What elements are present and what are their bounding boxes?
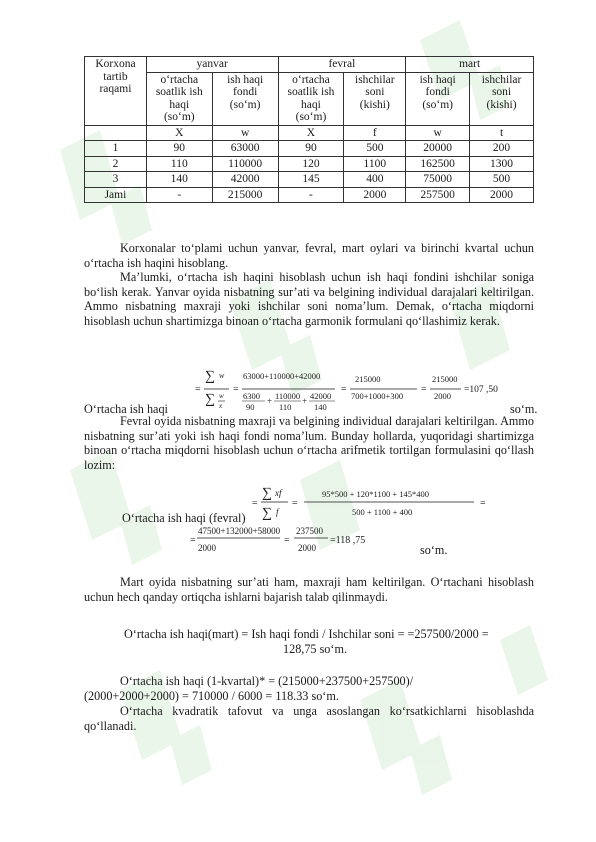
- table-cell: 1100: [344, 156, 406, 172]
- table-cell: t: [470, 125, 534, 141]
- formula-mart-line2: 128,75 so‘m.: [283, 642, 347, 656]
- svg-text:x: x: [219, 402, 223, 410]
- table-cell: w: [406, 125, 470, 141]
- svg-text:2000: 2000: [434, 391, 451, 401]
- table-cell: -: [146, 187, 212, 203]
- header-fevral: fevral: [278, 57, 406, 73]
- svg-text:2000: 2000: [198, 543, 216, 553]
- subheader-cell: ishchilar soni (kishi): [470, 72, 534, 125]
- svg-text:215000: 215000: [355, 374, 381, 384]
- svg-text:=: =: [195, 384, 201, 395]
- svg-text:=: =: [252, 498, 258, 509]
- formula-1-label: O‘rtacha ish haqi: [84, 402, 168, 416]
- svg-text:=118 ,75: =118 ,75: [330, 535, 366, 546]
- svg-text:∑: ∑: [262, 506, 272, 520]
- formula-weighted-mean: [252, 484, 492, 520]
- table-cell: 75000: [406, 172, 470, 188]
- paragraph-2: Ma’lumki, o‘rtacha ish haqini hisoblash uchun ish haqi fondini ishchilar soniga bo‘lish kerak. Yanvar oyida nisbatning sur’ati va belgining individual darajalari keltirilgan. Ammo nisbatning maxraji yoki ishchilar soni noma’lum. Demak, o‘rtacha miqdorni hisoblash uchun shartimizga binoan o‘rtacha garmonik formulani qo‘llashimiz kerak.: [84, 270, 534, 328]
- table-cell: 215000: [212, 187, 278, 203]
- svg-text:=: =: [190, 535, 196, 546]
- formula-2-unit: so‘m.: [420, 543, 448, 557]
- svg-text:63000+110000+42000: 63000+110000+42000: [243, 371, 321, 381]
- table-row-total: [85, 187, 534, 203]
- svg-text:6300: 6300: [243, 391, 260, 401]
- table-cell: 162500: [406, 156, 470, 172]
- paragraph-1: Korxonalar to‘plami uchun yanvar, fevral, mart oylari va birinchi kvartal uchun o‘rtacha ish haqini hisoblang.: [84, 241, 534, 270]
- svg-text:w: w: [219, 371, 225, 380]
- table-cell: 42000: [212, 172, 278, 188]
- paragraph-4: Mart oyida nisbatning sur’ati ham, maxraji ham keltirilgan. O‘rtachani hisoblash uchun hech qanday ortiqcha ishlarni bajarish talab qilinmaydi.: [84, 575, 534, 604]
- svg-text:=: =: [233, 384, 239, 395]
- subheader-cell: o‘rtacha soatlik ish haqi (so‘m): [146, 72, 212, 125]
- wage-table: [84, 56, 534, 203]
- table-row: [85, 156, 534, 172]
- table-cell: 110000: [212, 156, 278, 172]
- svg-text:90: 90: [246, 402, 255, 412]
- table-cell: 145: [278, 172, 344, 188]
- formula-2-label: O‘rtacha ish haqi (fevral): [122, 511, 246, 525]
- table-cell: 90: [146, 141, 212, 157]
- table-cell: 90: [278, 141, 344, 157]
- svg-text:2000: 2000: [298, 543, 316, 553]
- svg-text:=107 ,50: =107 ,50: [464, 385, 498, 395]
- table-cell: Jami: [85, 187, 147, 203]
- svg-text:110000: 110000: [275, 391, 301, 401]
- table-cell: f: [344, 125, 406, 141]
- svg-text:95*500 + 120*1100 + 145*400: 95*500 + 120*1100 + 145*400: [322, 489, 430, 499]
- svg-text:700+1000+300: 700+1000+300: [351, 391, 404, 401]
- svg-text:237500: 237500: [296, 526, 323, 536]
- svg-text:=: =: [480, 498, 486, 509]
- formula-mart-line1: O‘rtacha ish haqi(mart) = Ish haqi fondi / Ishchilar soni = =257500/2000 =: [124, 627, 489, 641]
- table-cell: w: [212, 125, 278, 141]
- subheader-cell: ishchilar soni (kishi): [344, 72, 406, 125]
- svg-text:=: =: [421, 384, 427, 395]
- svg-text:∑: ∑: [205, 369, 215, 384]
- table-cell: 1: [85, 141, 147, 157]
- svg-text:∑: ∑: [262, 486, 272, 501]
- paragraph-7: O‘rtacha kvadratik tafovut va unga asoslangan ko‘rsatkichlarni hisoblashda qo‘llanadi.: [84, 704, 534, 733]
- table-cell: -: [278, 187, 344, 203]
- svg-text:500 + 1100 + 400: 500 + 1100 + 400: [352, 507, 413, 517]
- svg-text:f: f: [276, 507, 279, 517]
- table-row: [85, 172, 534, 188]
- svg-text:140: 140: [314, 402, 327, 412]
- subheader-cell: o‘rtacha soatlik ish haqi (so‘m): [278, 72, 344, 125]
- svg-text:+: +: [302, 396, 308, 406]
- svg-text:47500+132000+58000: 47500+132000+58000: [198, 526, 281, 536]
- table-cell: 110: [146, 156, 212, 172]
- paragraph-3: Fevral oyida nisbatning maxraji va belgining individual darajalari keltirilgan. Ammo nisbatning sur’ati yoki ish haqi fondi noma’lum. Bunday hollarda, yuqoridagi shartimizga binoan o‘rtacha miqdorni hisoblash uchun o‘rtacha arifmetik tortilgan formulasini qo‘llash lozim:: [84, 414, 534, 472]
- table-cell: 3: [85, 172, 147, 188]
- table-cell: 140: [146, 172, 212, 188]
- table-cell: 500: [344, 141, 406, 157]
- table-cell: 120: [278, 156, 344, 172]
- table-row: [85, 141, 534, 157]
- symbol-row: [85, 125, 534, 141]
- table-cell: 2: [85, 156, 147, 172]
- quarter-formula-line1: O‘rtacha ish haqi (1-kvartal)* = (215000+237500+257500)/: [120, 674, 414, 688]
- table-cell: 200: [470, 141, 534, 157]
- svg-text:215000: 215000: [432, 374, 458, 384]
- table-cell: [85, 125, 147, 141]
- svg-text:=: =: [284, 535, 290, 546]
- quarter-formula-line2: (2000+2000+2000) = 710000 / 6000 = 118.33 so‘m.: [84, 689, 339, 703]
- header-yanvar: yanvar: [146, 57, 278, 73]
- table-cell: 1300: [470, 156, 534, 172]
- subheader-cell: ish haqi fondi (so‘m): [406, 72, 470, 125]
- header-korxona: Korxona tartib raqami: [85, 57, 147, 126]
- svg-text:=: =: [292, 498, 298, 509]
- svg-text:∑: ∑: [205, 392, 215, 407]
- svg-text:110: 110: [279, 402, 292, 412]
- table-cell: 2000: [470, 187, 534, 203]
- formula-weighted-result: [190, 524, 510, 556]
- table-cell: 257500: [406, 187, 470, 203]
- table-cell: X: [146, 125, 212, 141]
- svg-text:+: +: [267, 396, 273, 406]
- header-mart: mart: [406, 57, 534, 73]
- formula-harmonic: [195, 366, 555, 412]
- svg-text:=: =: [341, 384, 347, 395]
- table-cell: 500: [470, 172, 534, 188]
- svg-text:42000: 42000: [310, 391, 332, 401]
- table-cell: 400: [344, 172, 406, 188]
- table-cell: X: [278, 125, 344, 141]
- subheader-cell: ish haqi fondi (so‘m): [212, 72, 278, 125]
- formula-1-unit: so‘m.: [510, 402, 538, 416]
- table-cell: 63000: [212, 141, 278, 157]
- table-cell: 2000: [344, 187, 406, 203]
- svg-text:w: w: [219, 392, 224, 400]
- table-cell: 20000: [406, 141, 470, 157]
- svg-text:xf: xf: [275, 488, 282, 498]
